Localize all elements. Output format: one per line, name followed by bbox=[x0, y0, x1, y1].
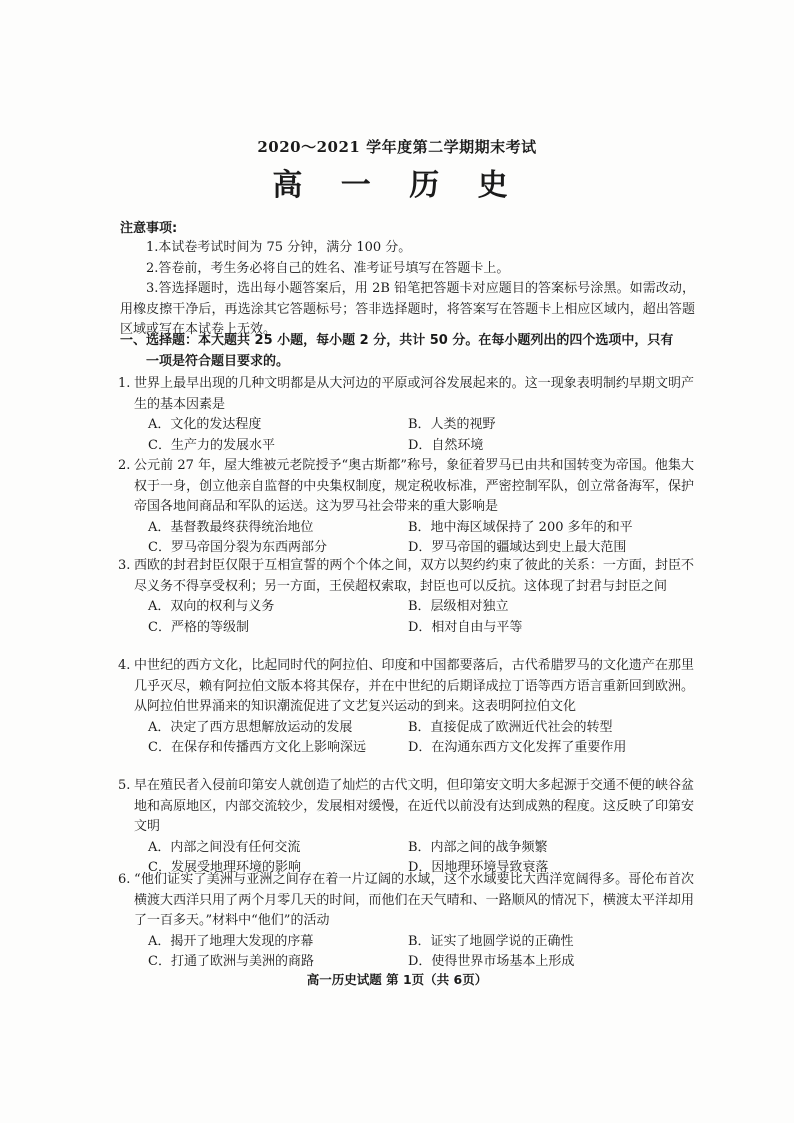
question-2 bbox=[118, 456, 694, 559]
question-number: 4. bbox=[118, 658, 131, 673]
section-heading-line1: 一、选择题：本大题共 25 小题，每小题 2 分，共计 50 分。在每小题列出的四个选项中，只有 bbox=[120, 333, 674, 348]
notice-item: 3.答选择题时，选出每小题答案后，用 2B 铅笔把答题卡对应题目的答案标号涂黑。如需改动，用橡皮擦干净后，再选涂其它答题标号；答非选择题时，将答案写在答题卡上相应区域内，超出答题区域或写在本试卷上无效。 bbox=[120, 281, 695, 337]
question-stem: “他们证实了美洲与亚洲之间存在着一片辽阔的水域，这个水域要比大西洋宽阔得多。哥伦布首次横渡大西洋只用了两个月零几天的时间，而他们在天气晴和、一路顺风的情况下，横渡太平洋却用了一百多天。”材料中“他们”的活动 bbox=[134, 872, 694, 928]
notice-item: 1.本试卷考试时间为 75 分钟，满分 100 分。 bbox=[146, 240, 412, 255]
question-stem: 世界上最早出现的几种文明都是从大河边的平原或河谷发展起来的。这一现象表明制约早期文明产生的基本因素是 bbox=[134, 376, 694, 412]
question-stem: 中世纪的西方文化，比起同时代的阿拉伯、印度和中国都要落后，古代希腊罗马的文化遗产在那里几乎灭尽，赖有阿拉伯文版本将其保存，并在中世纪的后期译成拉丁语等西方语言重新回到欧洲。从阿拉伯世界涌来的知识潮流促进了文艺复兴运动的到来。这表明阿拉伯文化 bbox=[134, 658, 694, 714]
option-c: C．在保存和传播西方文化上影响深远 bbox=[148, 740, 366, 755]
option-d: D．在沟通东西方文化发挥了重要作用 bbox=[408, 740, 627, 755]
option-b: B．内部之间的战争频繁 bbox=[408, 839, 548, 855]
question-3 bbox=[118, 556, 694, 638]
section-heading bbox=[120, 331, 695, 372]
option-d: D．相对自由与平等 bbox=[408, 619, 523, 635]
option-b: B．直接促成了欧洲近代社会的转型 bbox=[408, 719, 613, 735]
question-number: 5. bbox=[118, 778, 131, 793]
option-a: A．双向的权利与义务 bbox=[148, 599, 275, 614]
question-stem: 西欧的封君封臣仅限于互相宣誓的两个个体之间，双方以契约约束了彼此的关系：一方面，封臣不尽义务不得享受权利；另一方面，王侯超权索取，封臣也可以反抗。这体现了封君与封臣之间 bbox=[134, 558, 694, 594]
question-number: 2. bbox=[118, 458, 131, 473]
option-d: D．自然环境 bbox=[408, 437, 484, 453]
option-b: B．层级相对独立 bbox=[408, 599, 509, 614]
page-footer: 高一历史试题 第 1页（共 6页） bbox=[306, 972, 488, 987]
option-b: B．人类的视野 bbox=[408, 417, 496, 432]
notice-item: 2.答卷前，考生务必将自己的姓名、准考证号填写在答题卡上。 bbox=[146, 260, 510, 276]
option-a: A．文化的发达程度 bbox=[148, 417, 262, 432]
notice-heading: 注意事项: bbox=[120, 221, 178, 236]
option-a: A．揭开了地理大发现的序幕 bbox=[148, 933, 314, 949]
option-b: B．地中海区域保持了 200 多年的和平 bbox=[408, 519, 633, 535]
question-stem: 早在殖民者入侵前印第安人就创造了灿烂的古代文明，但印第安文明大多起源于交通不便的峡谷盆地和高原地区，内部交流较少，发展相对缓慢，在近代以前没有达到成熟的程度。这反映了印第安文明 bbox=[134, 778, 694, 834]
subject-title: 高 一 历 史 bbox=[272, 168, 522, 203]
option-d: D．使得世界市场基本上形成 bbox=[408, 954, 575, 969]
option-c: C．罗马帝国分裂为东西两部分 bbox=[148, 540, 327, 555]
option-b: B．证实了地圆学说的正确性 bbox=[408, 933, 574, 949]
option-a: A．内部之间没有任何交流 bbox=[148, 839, 301, 855]
question-6 bbox=[118, 870, 694, 973]
option-d: D．因地理环境导致衰落 bbox=[408, 860, 549, 875]
option-c: C．打通了欧洲与美洲的商路 bbox=[148, 954, 314, 969]
question-number: 1. bbox=[118, 376, 131, 391]
question-1 bbox=[118, 374, 694, 456]
option-a: A．决定了西方思想解放运动的发展 bbox=[148, 719, 353, 735]
exam-title: 2020～2021 学年度第二学期期末考试 bbox=[257, 138, 537, 156]
notice-list bbox=[120, 238, 695, 341]
question-number: 3. bbox=[118, 558, 131, 573]
question-5 bbox=[118, 776, 694, 879]
section-heading-line2: 一项是符合题目要求的。 bbox=[146, 353, 290, 369]
question-4 bbox=[118, 656, 694, 759]
option-a: A．基督教最终获得统治地位 bbox=[148, 519, 314, 535]
option-c: C．生产力的发展水平 bbox=[148, 437, 275, 453]
question-number: 6. bbox=[118, 872, 131, 887]
option-c: C．严格的等级制 bbox=[148, 619, 249, 635]
option-c: C．发展受地理环境的影响 bbox=[148, 860, 301, 875]
question-stem: 公元前 27 年，屋大维被元老院授予“奥古斯都”称号，象征着罗马已由共和国转变为帝国。他集大权于一身，创立他亲自监督的中央集权制度，规定税收标准，严密控制军队，创立常备海军，保护帝国各地间商品和军队的运送。这为罗马社会带来的重大影响是 bbox=[134, 458, 694, 514]
option-d: D．罗马帝国的疆域达到史上最大范围 bbox=[408, 540, 627, 555]
